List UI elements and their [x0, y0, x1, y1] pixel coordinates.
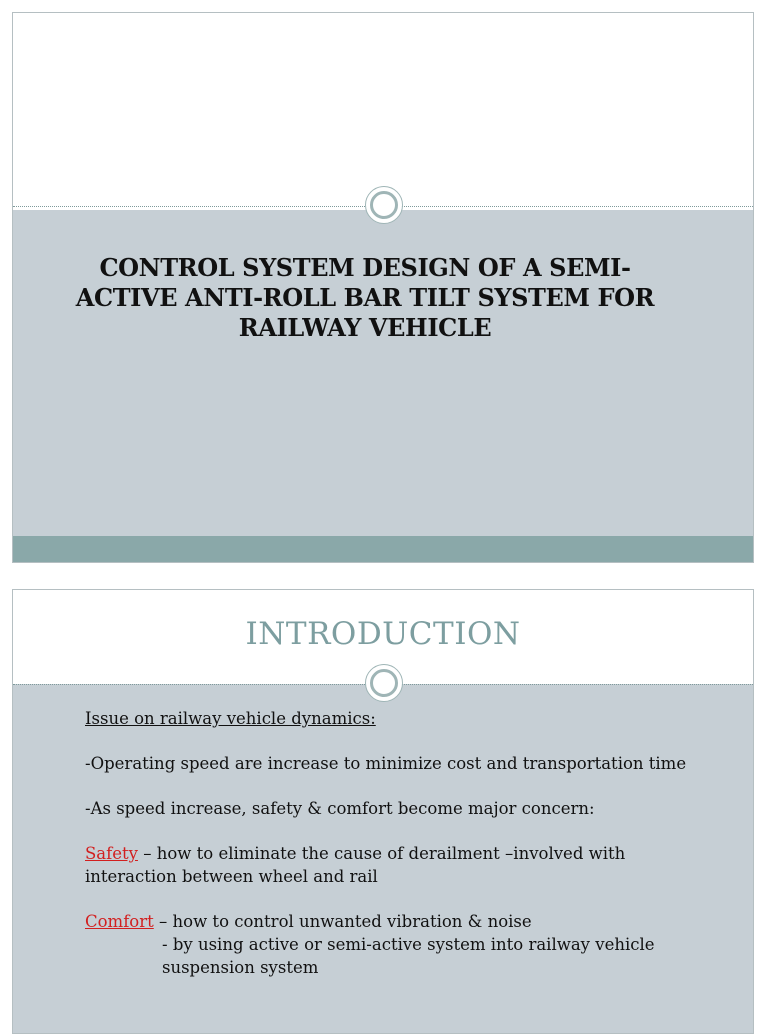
presentation-title: [53, 253, 677, 343]
slide-title: [12, 12, 754, 563]
safety-text-line2: interaction between wheel and rail: [85, 867, 378, 886]
comfort-label: Comfort: [85, 912, 154, 931]
safety-text: – how to eliminate the cause of derailment –involved with: [137, 844, 626, 863]
slide-introduction: [12, 589, 754, 1034]
ring-ornament-icon: [365, 664, 403, 702]
point-speed-increase: -As speed increase, safety & comfort become major concern:: [85, 799, 595, 818]
comfort-sub-line1: - by using active or semi-active system into railway vehicle: [162, 935, 655, 954]
title-line-3: RAILWAY VEHICLE: [238, 313, 492, 342]
footer-band: [13, 536, 753, 563]
safety-paragraph: [85, 842, 725, 865]
point-operating-speed: -Operating speed are increase to minimize cost and transportation time: [85, 754, 687, 773]
ring-ornament-icon: [365, 186, 403, 224]
slide-body: [85, 707, 725, 979]
comfort-paragraph: [85, 910, 725, 933]
title-line-1: CONTROL SYSTEM DESIGN OF A SEMI-: [99, 253, 631, 282]
title-line-2: ACTIVE ANTI-ROLL BAR TILT SYSTEM FOR: [75, 283, 655, 312]
safety-label: Safety: [85, 844, 138, 863]
comfort-text: – how to control unwanted vibration & noise: [153, 912, 532, 931]
comfort-sub-line2: suspension system: [162, 958, 319, 977]
section-heading: Issue on railway vehicle dynamics:: [85, 709, 376, 728]
slide-title: INTRODUCTION: [245, 616, 521, 652]
